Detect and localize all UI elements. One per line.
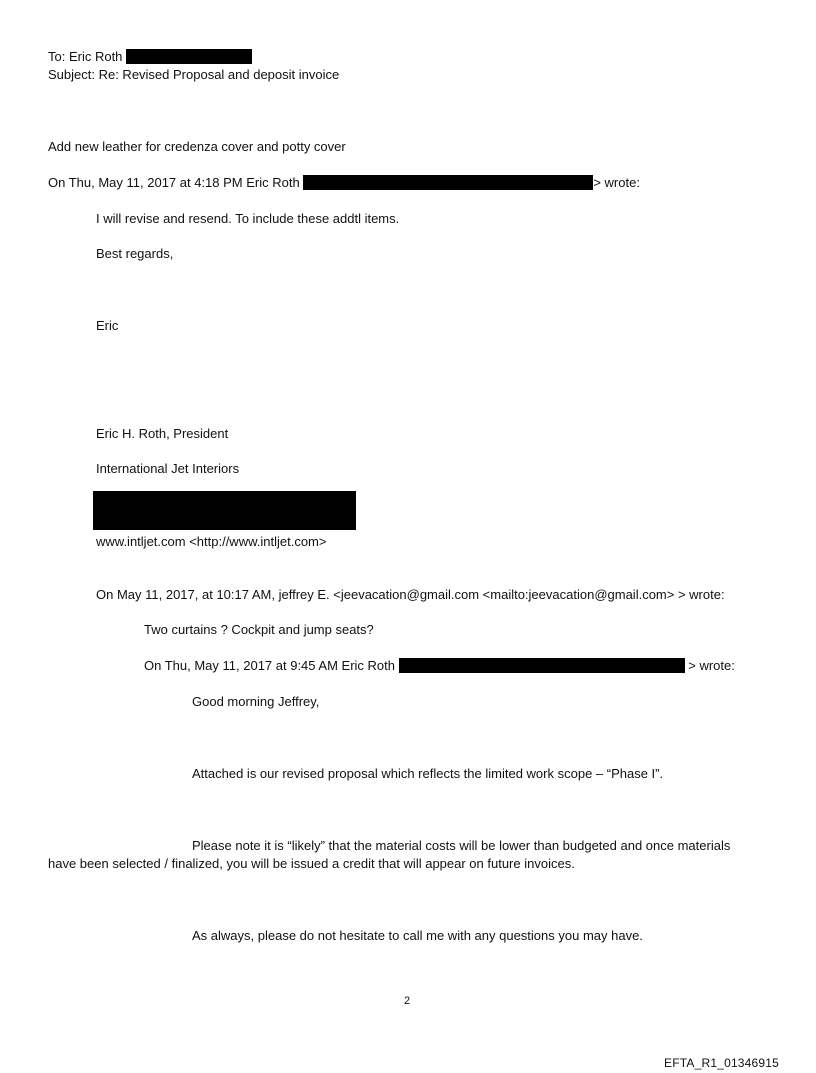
reply-1-name: Eric (96, 318, 119, 333)
reply-2-text: Two curtains ? Cockpit and jump seats? (144, 622, 374, 637)
quote-header-3-prefix: On Thu, May 11, 2017 at 9:45 AM Eric Roth (144, 658, 395, 673)
message-text: Add new leather for credenza cover and potty cover (48, 139, 346, 154)
signature-website: www.intljet.com <http://www.intljet.com> (96, 534, 327, 549)
redaction-signature-block (93, 491, 356, 530)
to-label: To: Eric Roth (48, 49, 123, 64)
redaction-email-1 (303, 175, 593, 190)
redaction-email-2 (399, 658, 685, 673)
subject-line: Subject: Re: Revised Proposal and deposit invoice (48, 67, 340, 82)
original-paragraph-2-line-1: Please note it is “likely” that the material costs will be lower than budgeted and once materials (192, 838, 731, 853)
quote-header-3-suffix: > wrote: (688, 658, 735, 673)
redaction-to-email (126, 49, 252, 64)
original-greeting: Good morning Jeffrey, (192, 694, 320, 709)
original-paragraph-3: As always, please do not hesitate to call me with any questions you may have. (192, 928, 643, 943)
reply-1-text: I will revise and resend. To include these addtl items. (96, 211, 400, 226)
bates-number: EFTA_R1_01346915 (664, 1056, 780, 1070)
quote-header-1 (48, 175, 640, 191)
signature-company: International Jet Interiors (96, 461, 240, 476)
original-paragraph-2-line-2: have been selected / finalized, you will be issued a credit that will appear on future invoices. (48, 856, 575, 871)
quote-header-2: On May 11, 2017, at 10:17 AM, jeffrey E. <jeevacation@gmail.com <mailto:jeevacation@gmail.com> > wrote: (96, 587, 725, 602)
page-number: 2 (404, 995, 411, 1007)
original-paragraph-1: Attached is our revised proposal which reflects the limited work scope – “Phase I”. (192, 766, 664, 781)
signature-title: Eric H. Roth, President (96, 426, 229, 441)
to-line (48, 49, 252, 65)
reply-1-regards: Best regards, (96, 246, 174, 261)
quote-header-1-suffix: > wrote: (593, 175, 640, 190)
quote-header-3 (144, 658, 735, 674)
quote-header-1-prefix: On Thu, May 11, 2017 at 4:18 PM Eric Roth (48, 175, 300, 190)
